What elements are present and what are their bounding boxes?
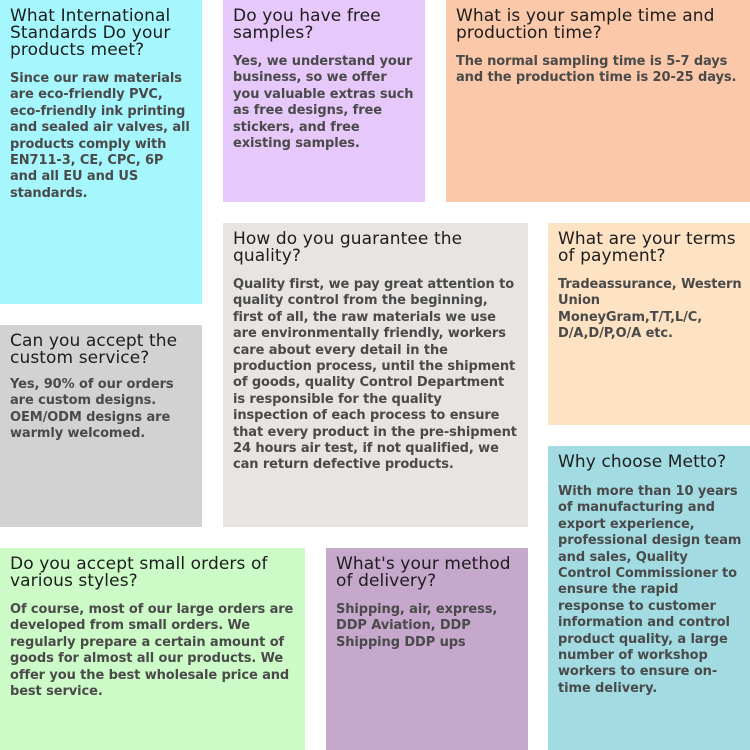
faq-answer: Since our raw materials are eco-friendly PVC, eco-friendly ink printing and sealed air valves, all products comply with EN711-3, CE, CPC, 6P and all EU and US standards.: [10, 71, 190, 201]
faq-answer: Yes, we understand your business, so we offer you valuable extras such as free designs, free stickers, and free existing samples.: [233, 54, 414, 152]
faq-answer: The normal sampling time is 5-7 days and the production time is 20-25 days.: [456, 54, 737, 86]
faq-answer: Tradeassurance, Western Union MoneyGram,T/T,L/C, D/A,D/P,O/A etc.: [558, 277, 742, 342]
faq-card-free-samples: [223, 0, 425, 202]
faq-question: What is your sample time and production time?: [456, 6, 715, 43]
faq-answer: Shipping, air, express, DDP Aviation, DDP Shipping DDP ups: [336, 602, 498, 650]
faq-question: Do you accept small orders of various styles?: [10, 554, 268, 591]
faq-answer: Yes, 90% of our orders are custom designs. OEM/ODM designs are warmly welcomed.: [10, 377, 174, 442]
faq-answer: With more than 10 years of manufacturing and export experience, professional design team and sales, Quality Control Commissioner to ensure the rapid response to customer information and control product quality, a large number of workshop workers to ensure on-time delivery.: [558, 484, 742, 696]
faq-card-custom-service: [0, 325, 202, 527]
faq-answer: Quality first, we pay great attention to quality control from the beginning, first of all, the raw materials we use are environmentally friendly, workers care about every detail in the production process, until the shipment of goods, quality Control Department is responsible for the quality inspection of each process to ensure that every product in the pre-shipment 24 hours air test, if not qualified, we can return defective products.: [233, 277, 517, 473]
faq-card-sample-production-time: [446, 0, 750, 202]
faq-card-international-standards: [0, 0, 202, 304]
faq-question: Can you accept the custom service?: [10, 331, 178, 368]
faq-card-delivery-method: [326, 548, 528, 750]
faq-question: What's your method of delivery?: [336, 554, 511, 591]
faq-answer: Of course, most of our large orders are developed from small orders. We regularly prepare a certain amount of goods for almost all our products. We offer you the best wholesale price and best service.: [10, 602, 294, 700]
faq-card-quality-guarantee: [223, 223, 528, 527]
faq-question: Do you have free samples?: [233, 6, 381, 43]
faq-question: Why choose Metto?: [558, 452, 727, 472]
faq-card-payment-terms: [548, 223, 750, 425]
faq-card-why-choose-metto: [548, 446, 750, 750]
faq-question: What are your terms of payment?: [558, 229, 736, 266]
faq-question: How do you guarantee the quality?: [233, 229, 463, 266]
faq-question: What International Standards Do your products meet?: [10, 6, 171, 60]
faq-card-small-orders: [0, 548, 305, 750]
